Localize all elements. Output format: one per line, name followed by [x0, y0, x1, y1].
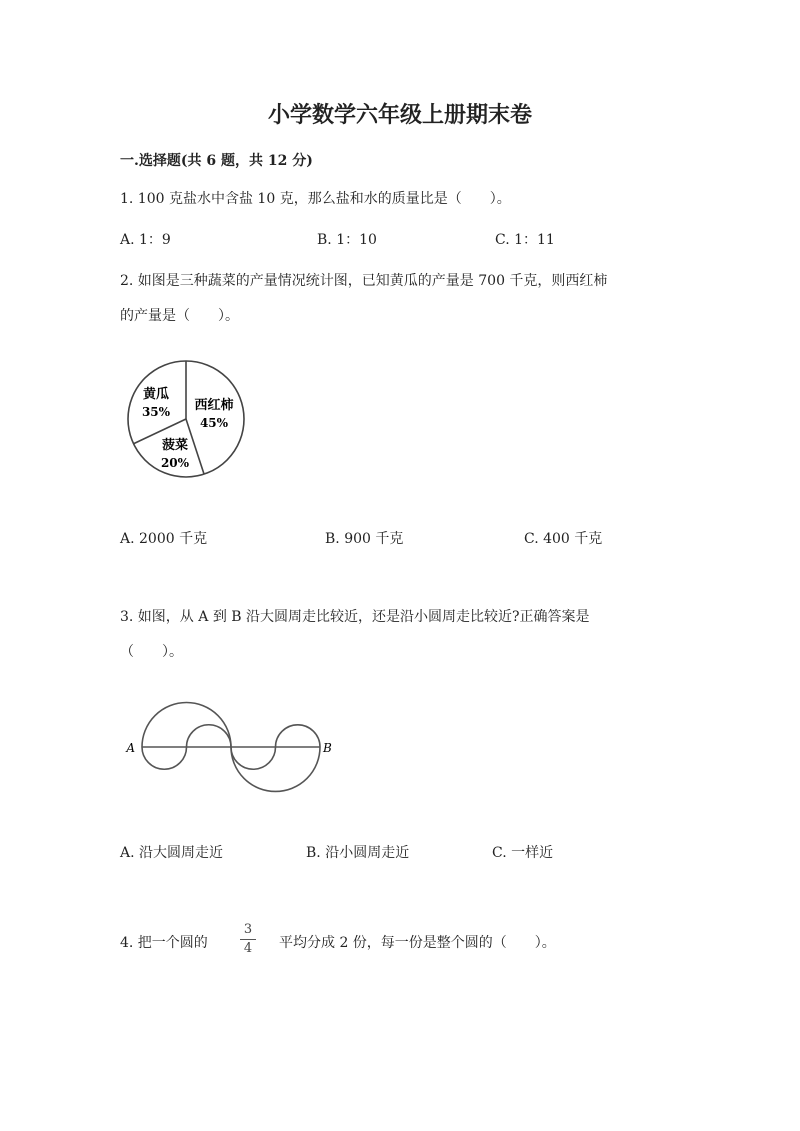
pie-percent-cucumber: 35%: [141, 405, 171, 419]
pie-label-spinach: 菠菜: [161, 438, 189, 453]
question-3-option-c: C. 一样近: [492, 845, 554, 861]
section-heading: 一.选择题(共 6 题，共 12 分): [120, 153, 313, 169]
question-3-option-b: B. 沿小圆周走近: [306, 845, 410, 861]
small-arc-2: [187, 725, 232, 747]
large-arc-upper: [142, 703, 231, 748]
question-1-option-a: A. 1：9: [120, 232, 171, 248]
fraction-numerator: 3: [243, 922, 253, 937]
fraction-denominator: 4: [243, 941, 253, 956]
question-3-text-line1: 3. 如图，从 A 到 B 沿大圆周走比较近，还是沿小圆周走比较近?正确答案是: [120, 609, 590, 625]
question-2-option-a: A. 2000 千克: [120, 531, 208, 547]
fraction-bar: [240, 939, 256, 940]
question-2-option-c: C. 400 千克: [524, 531, 603, 547]
question-1-option-c: C. 1：11: [495, 232, 555, 248]
pie-percent-tomato: 45%: [199, 416, 229, 430]
circle-path-diagram: [122, 690, 352, 800]
question-2-text-line2: 的产量是（ ）。: [120, 308, 239, 324]
question-1-text: 1. 100 克盐水中含盐 10 克，那么盐和水的质量比是（ ）。: [120, 191, 511, 207]
pie-label-cucumber: 黄瓜: [142, 387, 170, 402]
small-arc-3: [231, 747, 276, 769]
fraction-three-quarters: [240, 922, 256, 957]
vegetable-pie-chart: [118, 355, 258, 490]
large-arc-lower: [231, 747, 320, 791]
question-3-option-a: A. 沿大圆周走近: [120, 845, 224, 861]
question-3-text-line2: （ ）。: [120, 644, 183, 660]
page-title: 小学数学六年级上册期末卷: [267, 102, 532, 128]
question-4-text-part1: 4. 把一个圆的: [120, 935, 208, 951]
question-2-text-line1: 2. 如图是三种蔬菜的产量情况统计图，已知黄瓜的产量是 700 千克，则西红柿: [120, 273, 608, 289]
small-arc-4: [276, 725, 321, 747]
pie-label-tomato: 西红柿: [194, 398, 234, 413]
point-a-label: A: [126, 741, 135, 755]
question-2-option-b: B. 900 千克: [325, 531, 404, 547]
point-b-label: B: [323, 741, 332, 755]
question-1-option-b: B. 1：10: [317, 232, 377, 248]
question-4-text-part2: 平均分成 2 份，每一份是整个圆的（ ）。: [279, 935, 556, 951]
pie-percent-spinach: 20%: [160, 456, 190, 470]
small-arc-1: [142, 747, 187, 769]
